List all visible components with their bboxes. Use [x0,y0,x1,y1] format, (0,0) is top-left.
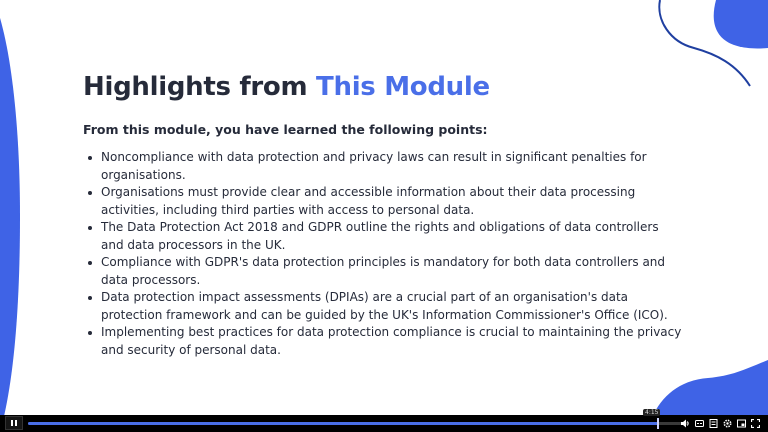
transcript-icon[interactable] [709,419,718,428]
scrub-handle[interactable] [657,418,659,429]
title-main: Highlights from [83,72,317,102]
settings-icon[interactable] [723,419,732,428]
captions-icon[interactable] [695,419,704,428]
pause-button[interactable] [5,416,23,430]
player-controls [681,417,760,430]
list-item: Data protection impact assessments (DPIAs) are a crucial part of an organisation's data protection framework and can be guided by the UK's Information Commissioner's Office (ICO). [83,289,683,324]
list-item: Implementing best practices for data protection compliance is crucial to maintaining the privacy and security of personal data. [83,324,683,359]
page-title [83,72,490,102]
top-right-wave-decoration [658,0,768,90]
progress-track[interactable] [28,422,688,425]
picture-in-picture-icon[interactable] [737,419,746,428]
title-accent: This Module [316,72,490,102]
fullscreen-icon[interactable] [751,419,760,428]
video-player-bar [0,409,768,432]
list-item: Noncompliance with data protection and privacy laws can result in significant penalties for organisations. [83,149,683,184]
list-item: Organisations must provide clear and accessible information about their data processing activities, including third parties with access to personal data. [83,184,683,219]
left-blob-decoration [0,0,24,432]
list-item: The Data Protection Act 2018 and GDPR outline the rights and obligations of data controllers and data processors in the UK. [83,219,683,254]
progress-fill [28,422,658,425]
pause-icon [11,420,17,426]
list-item: Compliance with GDPR's data protection principles is mandatory for both data controllers and data processors. [83,254,683,289]
subtitle: From this module, you have learned the following points: [83,122,488,137]
volume-icon[interactable] [681,419,690,428]
highlights-list [83,149,683,359]
time-tooltip: 4:15 [645,409,659,416]
